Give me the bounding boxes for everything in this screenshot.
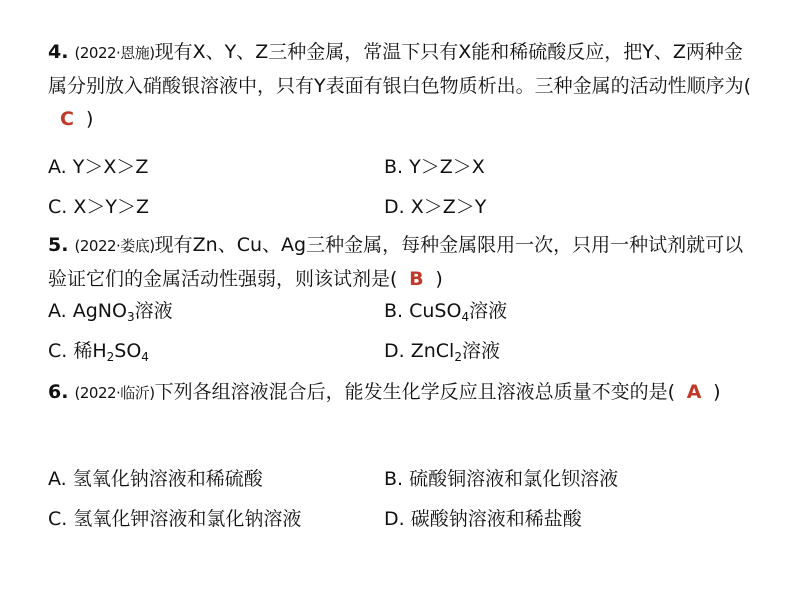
question-source: (2022·恩施): [74, 44, 155, 62]
question-number: 4.: [48, 41, 69, 63]
option-d: D. ZnCl$_2$溶液: [384, 340, 500, 364]
question-number: 5.: [48, 234, 69, 256]
question-source: (2022·娄底): [74, 237, 155, 255]
option-b: B. CuSO$_4$溶液: [384, 300, 508, 324]
question-5: [48, 229, 754, 296]
option-a: A. 氢氧化钠溶液和稀硫酸: [48, 468, 263, 490]
option-c: C. X＞Y＞Z: [48, 196, 149, 218]
question-4: [48, 36, 754, 136]
option-d: D. X＞Z＞Y: [384, 196, 487, 218]
answer-mark: B: [409, 268, 424, 290]
question-6: [48, 376, 754, 410]
option-a: A. AgNO$_3$溶液: [48, 300, 173, 324]
option-d: D. 碳酸钠溶液和稀盐酸: [384, 508, 582, 530]
answer-mark: C: [60, 108, 74, 130]
question-number: 6.: [48, 381, 69, 403]
option-c: C. 氢氧化钾溶液和氯化钠溶液: [48, 508, 302, 530]
question-close: ): [86, 108, 94, 130]
question-stem: 现有X、Y、Z三种金属，常温下只有X能和稀硫酸反应，把Y、Z两种金属分别放入硝酸银溶液中，只有Y表面有银白色物质析出。三种金属的活动性顺序为(: [48, 41, 752, 97]
question-close: ): [713, 381, 721, 403]
question-source: (2022·临沂): [74, 384, 155, 402]
question-close: ): [435, 268, 443, 290]
option-b: B. 硫酸铜溶液和氯化钡溶液: [384, 468, 619, 490]
question-stem: 现有Zn、Cu、Ag三种金属，每种金属限用一次，只用一种试剂就可以验证它们的金属活动性强弱，则该试剂是(: [48, 234, 744, 290]
option-b: B. Y＞Z＞X: [384, 156, 485, 178]
question-stem: 下列各组溶液混合后，能发生化学反应且溶液总质量不变的是(: [154, 381, 676, 403]
option-c: C. 稀$H_2SO_4$: [48, 340, 149, 364]
answer-mark: A: [686, 381, 702, 403]
option-a: A. Y＞X＞Z: [48, 156, 149, 178]
